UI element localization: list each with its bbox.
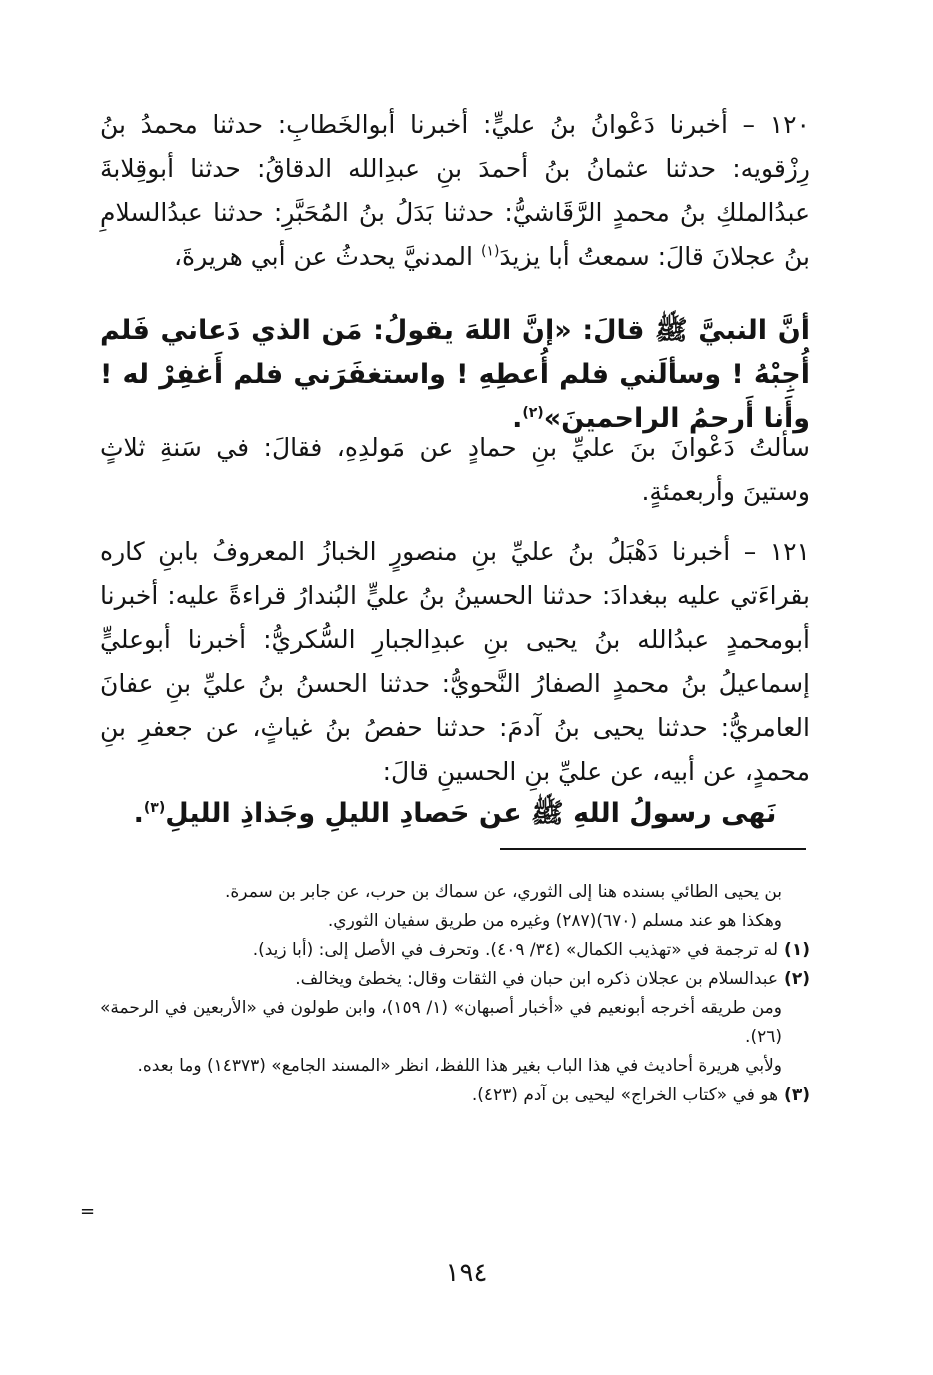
footnote-2-number: (٢): [784, 969, 810, 989]
continuation-mark: =: [80, 1201, 96, 1222]
footnote-ref-1: (١): [480, 243, 500, 260]
hadith-120-isnad-end: المدنيَّ يحدثُ عن أبي هريرةَ،: [173, 242, 481, 271]
hadith-121-isnad-text: ١٢١ – أخبرنا دَهْبَلُ بنُ عليِّ بنِ منصورٍ الخبازُ المعروفُ بابنِ كاره بقراءَتي عليه ببغدادَ: حدثنا الحسينُ بنُ عليٍّ البُندارُ قراءةً عليه: أخبرنا أبومحمدٍ عبدُالله بنُ يحيى بنِ عبدِالجبارِ السُّكريُّ: أخبرنا أبوعليٍّ إسماعيلُ بنُ محمدٍ الصفارُ النَّحويُّ: حدثنا الحسنُ بنُ عليِّ بنِ عفانَ العامريُّ: حدثنا يحيى بنُ آدمَ: حدثنا حفصُ بنُ غياثٍ، عن جعفرِ بنِ محمدٍ، عن أبيه، عن عليِّ بنِ الحسينِ قالَ:: [100, 537, 810, 786]
hadith-120-matn-end: .: [512, 403, 523, 434]
footnote-3-text: هو في «كتاب الخراج» ليحيى بن آدم (٤٢٣).: [471, 1085, 779, 1105]
hadith-120-matn-text: أنَّ النبيَّ ﷺ قالَ: «إنَّ اللهَ يقولُ: مَن الذي دَعاني فَلم أُجِبْهُ ! وسألَني فلم أُعطِهِ ! واستغفَرَني فلم أَغفِرْ له ! وأَنا أَرحمُ الراحمينَ»: [100, 315, 810, 434]
footnote-2-text: عبدالسلام بن عجلان ذكره ابن حبان في الثقات وقال: يخطئ ويخالف.: [295, 969, 779, 989]
hadith-121-matn-text: نَهى رسولُ اللهِ ﷺ عن حَصادِ الليلِ وجَذاذِ الليلِ: [165, 798, 777, 829]
footnote-ref-3: (٣): [143, 800, 166, 816]
hadith-121-matn-end: .: [133, 798, 144, 829]
footnote-separator: [500, 848, 806, 850]
hadith-120-matn: [100, 309, 810, 441]
hadith-120-isnad-text: ١٢٠ – أخبرنا دَعْوانُ بنُ عليٍّ: أخبرنا أبوالخَطابِ: حدثنا محمدُ بنُ رِزْقويه: حدثنا عثمانُ بنُ أحمدَ بنِ عبدِالله الدقاقُ: حدثنا أبوقِلابةَ عبدُالملكِ بنُ محمدٍ الرَّقَاشيُّ: حدثنا بَدَلُ بنُ المُحَبَّرِ: حدثنا عبدُالسلامِ بنُ عجلانَ قالَ: سمعتُ أبا يزيدَ: [100, 110, 810, 271]
hadith-121-isnad: [100, 530, 810, 794]
hadith-120-isnad: [100, 103, 810, 279]
hadith-121-matn: [100, 792, 810, 836]
footnote-1-number: (١): [784, 940, 810, 960]
hadith-120-note-text: سألتُ دَعْوانَ بنَ عليِّ بنِ حمادٍ عن مَولدِهِ، فقالَ: في سَنةِ ثلاثٍ وستينَ وأربعمئةٍ.: [100, 433, 810, 506]
footnote-2: [100, 965, 810, 994]
footnote-3: [100, 1081, 810, 1110]
footnote-ref-2: (٢): [522, 405, 544, 421]
hadith-120-note: [100, 426, 810, 514]
footnote-continuation-1: بن يحيى الطائي بسنده هنا إلى الثوري، عن سماك بن حرب، عن جابر بن سمرة.: [225, 882, 782, 902]
footnote-1-text: له ترجمة في «تهذيب الكمال» (٣٤/ ٤٠٩). وتحرف في الأصل إلى: (أبا زيد).: [252, 940, 779, 960]
footnote-continuation-2: وهكذا هو عند مسلم (٦٧٠)(٢٨٧) وغيره من طريق سفيان الثوري.: [327, 911, 782, 931]
footnotes: [100, 878, 810, 1110]
footnote-2-paragraph-3: ولأبي هريرة أحاديث في هذا الباب بغير هذا اللفظ، انظر «المسند الجامع» (١٤٣٧٣) وما بعده.: [137, 1056, 782, 1076]
footnote-1: [100, 936, 810, 965]
footnote-2-paragraph-2: ومن طريقه أخرجه أبونعيم في «أخبار أصبهان» (١/ ١٥٩)، وابن طولون في «الأربعين في الرحمة» (٢٦).: [100, 998, 783, 1047]
footnote-3-number: (٣): [784, 1085, 810, 1105]
page-number: ١٩٤: [445, 1258, 488, 1288]
